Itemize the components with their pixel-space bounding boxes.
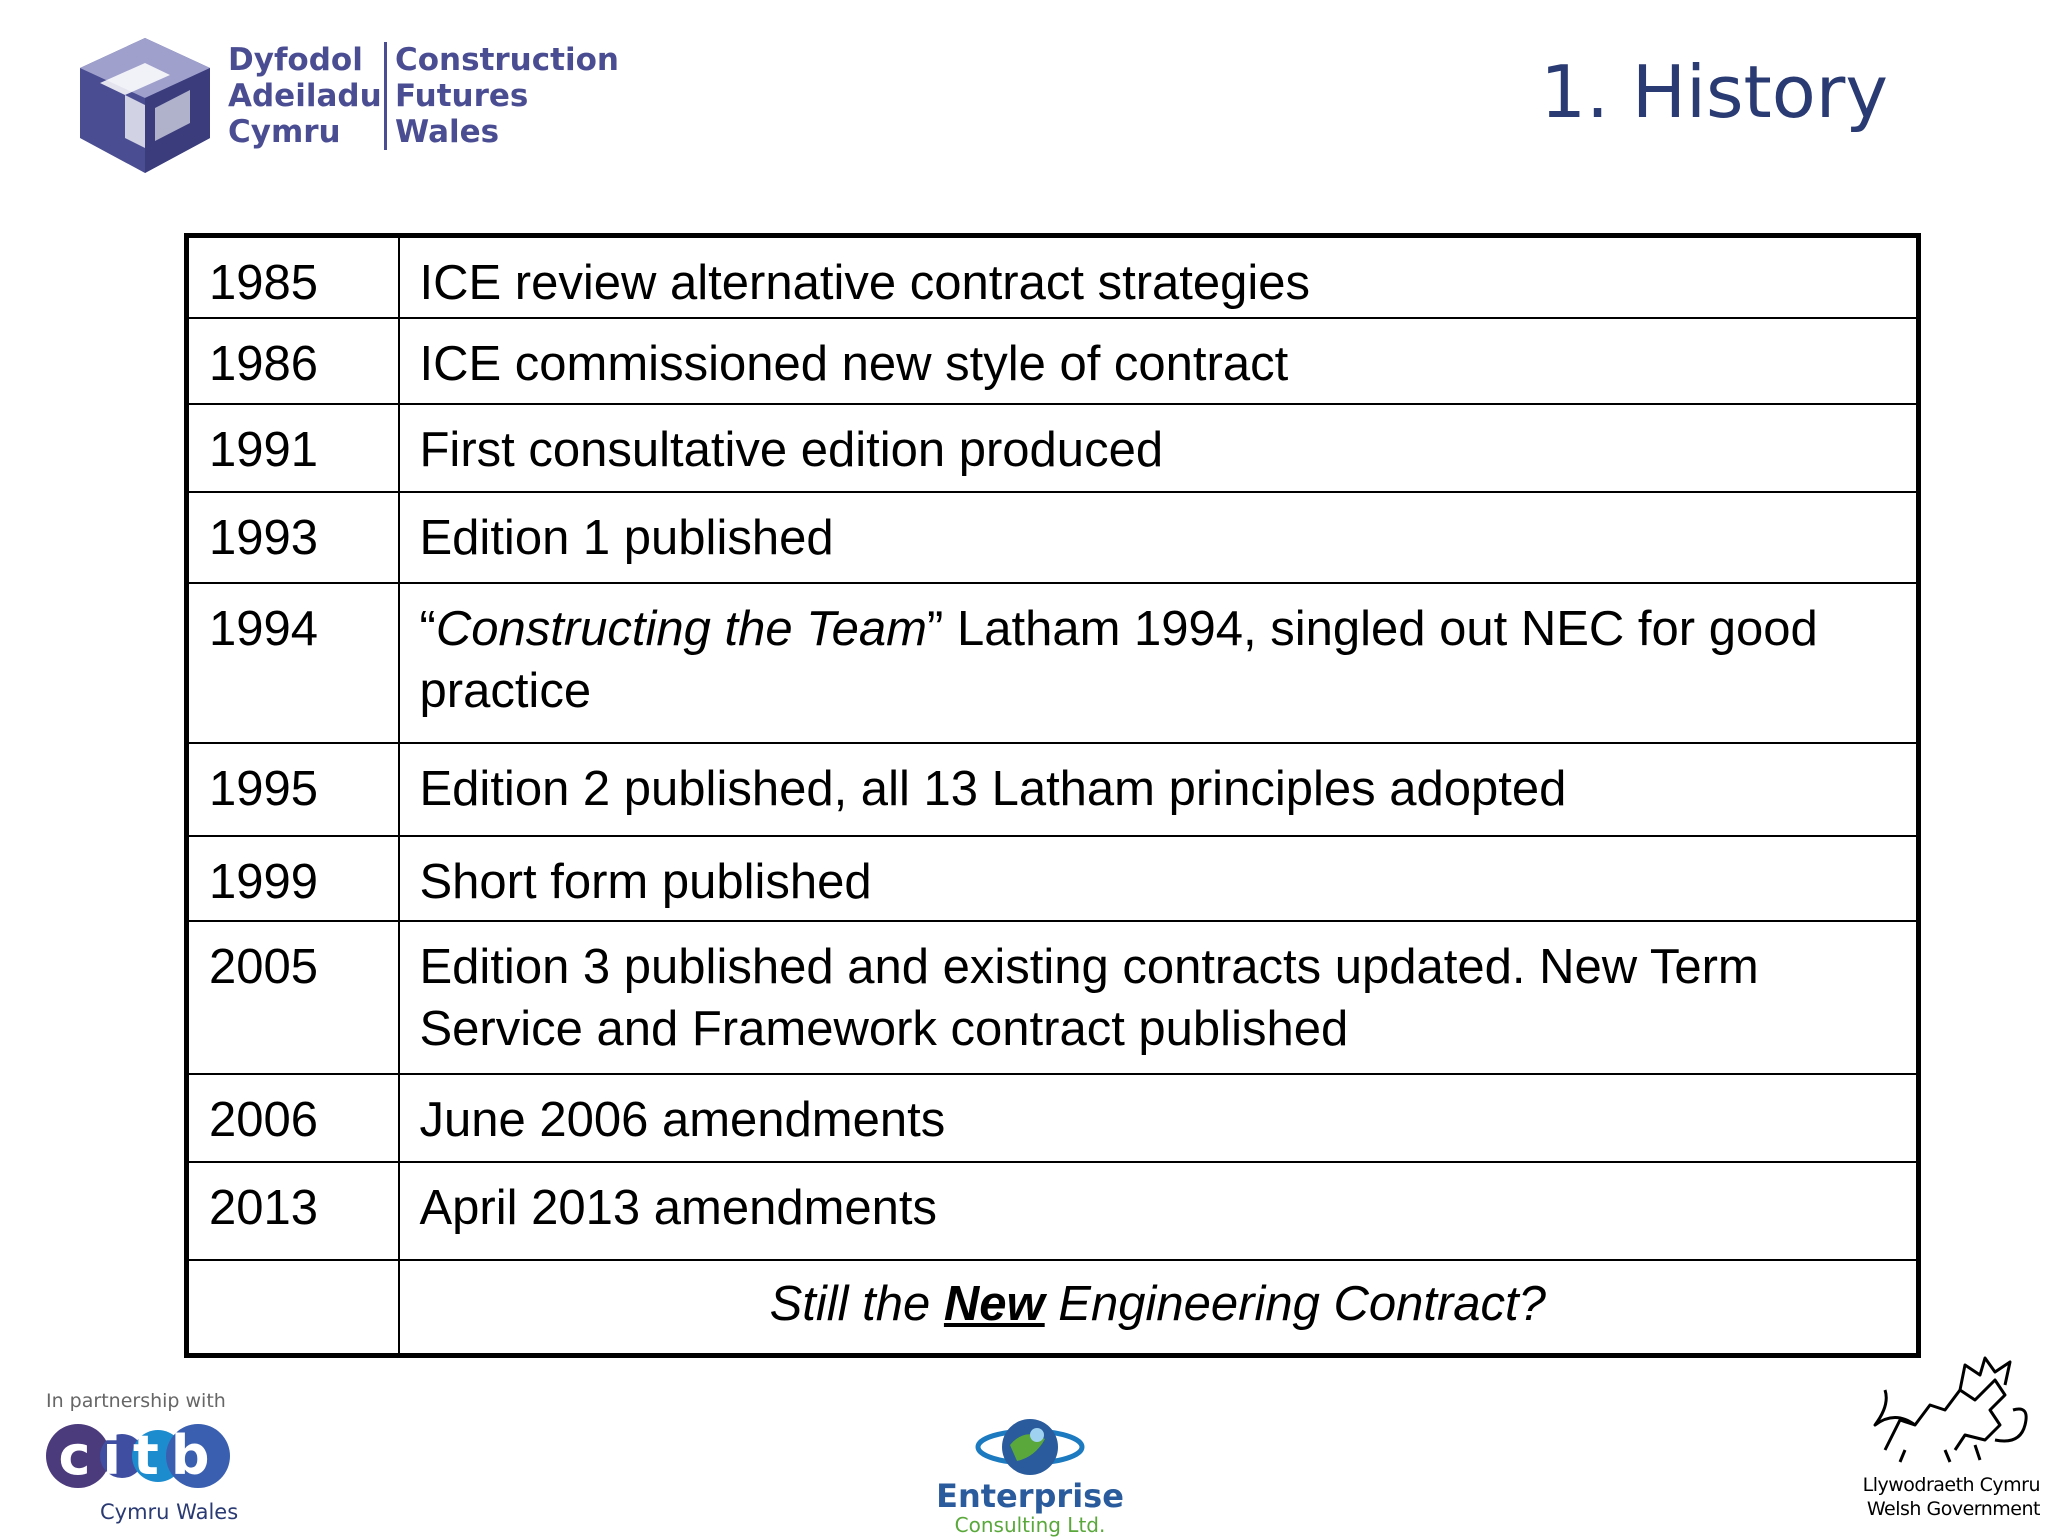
year-cell: 2013 xyxy=(187,1162,399,1260)
table-row xyxy=(187,318,1919,404)
year-cell: 1986 xyxy=(187,318,399,404)
table-row xyxy=(187,921,1919,1074)
construction-futures-wales-logo xyxy=(70,28,619,178)
event-cell: June 2006 amendments xyxy=(399,1074,1919,1162)
event-cell: Edition 2 published, all 13 Latham principles adopted xyxy=(399,743,1919,836)
event-cell: ICE review alternative contract strategies xyxy=(399,236,1919,318)
event-cell: April 2013 amendments xyxy=(399,1162,1919,1260)
citb-wordmark-icon xyxy=(40,1418,240,1498)
citb-wordmark: citb xyxy=(58,1424,222,1487)
table-row xyxy=(187,236,1919,318)
event-cell: First consultative edition produced xyxy=(399,404,1919,492)
event-cell: Edition 1 published xyxy=(399,492,1919,583)
table-row xyxy=(187,492,1919,583)
book-title: Constructing the Team xyxy=(435,601,928,656)
welsh-government-logo xyxy=(1845,1350,2040,1530)
cube-logo-icon xyxy=(70,28,220,178)
citb-partnership-caption: In partnership with xyxy=(46,1390,226,1412)
welsh-gov-line1: Llywodraeth Cymru xyxy=(1862,1474,2040,1496)
year-cell: 1995 xyxy=(187,743,399,836)
year-cell: 2005 xyxy=(187,921,399,1074)
welsh-dragon-icon xyxy=(1845,1350,2040,1470)
history-table xyxy=(184,233,1921,1358)
table-footer-row xyxy=(187,1260,1919,1356)
footer-suffix: Engineering Contract? xyxy=(1044,1276,1546,1331)
year-cell: 2006 xyxy=(187,1074,399,1162)
citb-logo xyxy=(40,1390,250,1530)
year-cell: 1985 xyxy=(187,236,399,318)
logo-line-futures: Futures xyxy=(395,78,529,114)
logo-line-adeiladu: Adeiladu xyxy=(228,78,382,114)
footer-question xyxy=(399,1260,1919,1356)
enterprise-subtitle: Consulting Ltd. xyxy=(954,1513,1106,1537)
logo-line-construction: Construction xyxy=(395,42,619,78)
logo-line-cymru: Cymru xyxy=(228,114,341,150)
table-row xyxy=(187,1074,1919,1162)
globe-swoosh-icon xyxy=(905,1405,1155,1485)
quote-open: “ xyxy=(419,601,436,656)
event-cell: Edition 3 published and existing contracts updated. New Term Service and Framework contract published xyxy=(399,921,1919,1074)
footer-emphasis: New xyxy=(943,1276,1045,1331)
event-rest: ” Latham 1994, singled out NEC for good practice xyxy=(419,601,1818,718)
enterprise-consulting-logo xyxy=(905,1405,1155,1535)
logo-line-dyfodol: Dyfodol xyxy=(228,42,363,78)
welsh-gov-line2: Welsh Government xyxy=(1866,1498,2040,1520)
logo-line-wales: Wales xyxy=(395,114,500,150)
year-cell: 1993 xyxy=(187,492,399,583)
footer-prefix: Still the xyxy=(769,1276,944,1331)
year-cell: 1991 xyxy=(187,404,399,492)
event-cell: Short form published xyxy=(399,836,1919,921)
table-row xyxy=(187,404,1919,492)
event-cell xyxy=(399,583,1919,743)
year-cell: 1999 xyxy=(187,836,399,921)
event-cell: ICE commissioned new style of contract xyxy=(399,318,1919,404)
enterprise-name: Enterprise xyxy=(936,1477,1124,1515)
slide-title: 1. History xyxy=(1540,50,1888,134)
table-row xyxy=(187,743,1919,836)
citb-region-caption: Cymru Wales xyxy=(100,1500,239,1524)
empty-cell xyxy=(187,1260,399,1356)
table-row xyxy=(187,583,1919,743)
year-cell: 1994 xyxy=(187,583,399,743)
table-row xyxy=(187,836,1919,921)
table-row xyxy=(187,1162,1919,1260)
